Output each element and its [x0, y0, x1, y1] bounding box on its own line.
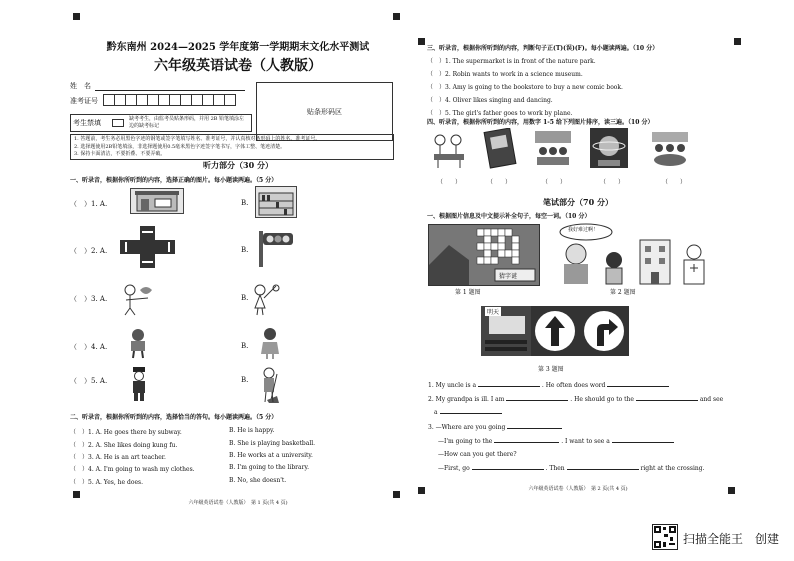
girl-picture [258, 326, 282, 360]
l2-row-5-a: （ ）5. A. Yes, he does. [70, 479, 143, 486]
registration-mark [393, 13, 400, 20]
id-label: 准考证号 [70, 97, 98, 105]
writing-section1-title: 一、根据图片信息及中文提示补全句子，每空一词。（10 分） [427, 213, 591, 220]
exam-title: 黔东南州 2024—2025 学年度第一学期期末文化水平测试 [106, 42, 370, 53]
l3-row-4: （ ）4. Oliver likes singing and dancing. [427, 97, 553, 104]
traffic-light-picture [256, 227, 296, 269]
writing-heading: 笔试部分（70 分） [543, 197, 613, 207]
l1-row-5-b: B. [241, 376, 249, 384]
butterfly-net-icon [250, 282, 280, 316]
registration-mark [393, 491, 400, 498]
l1-row-4-num: （ ）4. A. [70, 343, 108, 351]
sentence-2 [428, 396, 723, 403]
party-picture [650, 128, 690, 168]
sentence-3-part-g: right at the crossing. [640, 465, 705, 472]
blank-2b[interactable] [636, 399, 698, 401]
library-picture [255, 186, 297, 218]
crossing-icon [120, 226, 175, 268]
blank-3d[interactable] [472, 468, 544, 470]
blank-1b[interactable] [607, 385, 669, 387]
police-icon [128, 366, 150, 402]
l1-row-5-num: （ ）5. A. [70, 377, 108, 385]
listening-heading: 听力部分（30 分） [203, 160, 273, 170]
cinema-icon [481, 306, 629, 356]
children-playing-picture [118, 280, 158, 316]
crossword-label: 猜字谜 [499, 273, 518, 280]
cleaner-picture [257, 366, 285, 404]
sign-text: 明天 [487, 309, 500, 316]
cleaner-icon [257, 366, 285, 404]
l2-row-2-a: （ ）2. A. She likes doing kung fu. [70, 442, 178, 449]
planet-icon [590, 128, 628, 168]
pic1-caption: 第 1 题图 [455, 289, 481, 296]
speech-bubble-text: 我好难过啊！ [568, 227, 599, 233]
blank-2a[interactable] [506, 399, 568, 401]
l2-row-1-b: B. He is happy. [229, 427, 275, 434]
sentence-2-part-a: 2. My grandpa is ill. I am [428, 396, 505, 403]
l1-row-3-b: B. [241, 294, 249, 302]
family-icon [430, 130, 468, 170]
sentence-2-cont [434, 409, 502, 416]
bookstore-icon [131, 189, 183, 213]
students-icon [533, 129, 573, 169]
l1-row-1-num: （ ）1. A. [70, 200, 108, 208]
barcode-label: 贴条形码区 [307, 108, 342, 116]
family-dinner-picture [430, 130, 468, 170]
l3-row-2: （ ）2. Robin wants to work in a science museum. [427, 71, 583, 78]
book-icon [483, 128, 517, 170]
l1-row-4-b: B. [241, 342, 249, 350]
sentence-3 [428, 424, 562, 431]
order-blank-5[interactable]: （ ） [662, 179, 687, 186]
name-field[interactable] [95, 90, 245, 91]
blank-1a[interactable] [478, 385, 540, 387]
absent-checkbox[interactable] [112, 119, 124, 127]
crossing-picture [120, 226, 175, 268]
l1-row-3-num: （ ）3. A. [70, 295, 108, 303]
boy-picture [124, 327, 152, 359]
l1-row-2-b: B. [241, 246, 249, 254]
sentence-1-part-a: 1. My uncle is a [428, 382, 477, 389]
sentence-3-part-e: —First, go [438, 465, 470, 472]
traffic-light-icon [256, 227, 296, 269]
qr-code-icon [653, 525, 677, 549]
blank-3e[interactable] [567, 468, 639, 470]
boy-icon [124, 327, 152, 359]
sentence-3-part-f: . Then [545, 465, 565, 472]
id-digit-box[interactable] [224, 94, 236, 106]
police-officer-picture [128, 366, 150, 402]
l1-row-1-b: B. [241, 199, 249, 207]
l2-row-1-a: （ ）1. A. He goes there by subway. [70, 429, 182, 436]
kids-icon [118, 280, 158, 316]
cinema-picture [481, 306, 629, 356]
girl-icon [258, 326, 282, 360]
order-blank-1[interactable]: （ ） [437, 179, 462, 186]
registration-mark [73, 13, 80, 20]
sentence-2-part-b: . He should go to the [570, 396, 634, 403]
sentence-1-part-b: . He often does word [541, 382, 606, 389]
registration-mark [734, 38, 741, 45]
people-table-icon [650, 128, 690, 168]
sentence-2-part-d: a [434, 409, 438, 416]
page-footer-right: 六年级英语试卷（人教版） 第 2 页(共 4 页) [528, 486, 628, 492]
pic3-caption: 第 3 题图 [538, 366, 564, 373]
section1-title: 一、听录音，根据你所听到的内容，选择正确的图片。每小题读两遍。（5 分） [70, 177, 278, 184]
l3-row-1: （ ）1. The supermarket is in front of the nature park. [427, 58, 596, 65]
library-icon [256, 187, 296, 217]
planet-picture [590, 128, 628, 168]
l2-row-4-a: （ ）4. A. I'm going to wash my clothes. [70, 466, 195, 473]
sentence-3e [438, 465, 705, 472]
bookstore-picture [130, 188, 184, 214]
registration-mark [73, 491, 80, 498]
note-1: 1. 答题前，考生务必用黑色字迹的钢笔或签字笔填写姓名、准考证号，并认真核对条形码上的姓名、准考证号。 [74, 136, 321, 142]
note-2: 2. 选择题使用2B铅笔填涂，非选择题使用0.5毫米黑色字迹签字笔书写，字体工整、笔迹清楚。 [74, 144, 286, 150]
blank-3b[interactable] [494, 441, 559, 443]
sentence-2-part-c: and see [699, 396, 724, 403]
name-label: 姓 名 [70, 82, 91, 90]
l2-row-4-b: B. I'm going to the library. [229, 464, 309, 471]
sentence-3-part-a: 3. —Where are you going [428, 424, 506, 431]
l2-row-5-b: B. No, she doesn't. [229, 477, 287, 484]
girl-butterfly-picture [250, 282, 280, 316]
registration-mark [418, 38, 425, 45]
qr-code [652, 524, 678, 550]
section4-title: 四、听录音，根据你所听到的内容，用数字 1-5 给下列图片排序，读三遍。（10 分） [427, 119, 654, 126]
pic2-caption: 第 2 题图 [610, 289, 636, 296]
notes-box [70, 134, 394, 160]
l3-row-3: （ ）3. Amy is going to the bookstore to buy a new comic book. [427, 84, 623, 91]
absent-label: 考生禁填 [73, 119, 101, 127]
l1-row-2-num: （ ）2. A. [70, 247, 108, 255]
blank-3a[interactable] [507, 427, 562, 429]
l2-row-3-b: B. He works at a university. [229, 452, 313, 459]
crossword-picture [428, 224, 540, 286]
section2-title: 二、听录音，根据你所听到的内容，选择恰当的答句。每小题读两遍。（5 分） [70, 414, 278, 421]
sentence-3d: —How can you get there? [438, 451, 517, 458]
l2-row-3-a: （ ）3. A. He is an art teacher. [70, 454, 166, 461]
note-3: 3. 保持卡面清洁，不要折叠、不要弄破。 [74, 151, 166, 157]
grandpa-ill-picture [556, 222, 716, 286]
order-blank-2[interactable]: （ ） [487, 179, 512, 186]
scanner-watermark: 扫描全能王 创建 [683, 532, 780, 546]
barcode-area [256, 82, 393, 141]
book-picture [483, 128, 517, 170]
id-field[interactable] [103, 94, 235, 106]
l3-row-5: （ ）5. The girl's father goes to work by plane. [427, 110, 573, 117]
order-blank-3[interactable]: （ ） [542, 179, 567, 186]
blank-2c[interactable] [440, 412, 502, 414]
section3-title: 三、听录音，根据你所听到的内容，判断句子正(T)(误)(F)。每小题读两遍。（10 分） [427, 45, 659, 52]
sentence-3-part-c: . I want to see a [561, 438, 610, 445]
l2-row-2-b: B. She is playing basketball. [229, 440, 316, 447]
absent-note: 缺考考生，由监考员贴条形码，并用 2B 铅笔填涂左边的缺考标记 [129, 116, 245, 129]
absent-box [70, 114, 252, 132]
classroom-picture [533, 129, 573, 169]
paper-title: 六年级英语试卷（人教版） [154, 58, 322, 74]
crossword-icon [429, 225, 539, 285]
sentence-3-part-b: —I'm going to the [438, 438, 493, 445]
sentence-3b [438, 438, 674, 445]
sentence-1 [428, 382, 669, 389]
order-blank-4[interactable]: （ ） [600, 179, 625, 186]
page-footer-left: 六年级英语试卷（人教版） 第 1 页(共 4 页) [188, 500, 288, 506]
blank-3c[interactable] [612, 441, 674, 443]
